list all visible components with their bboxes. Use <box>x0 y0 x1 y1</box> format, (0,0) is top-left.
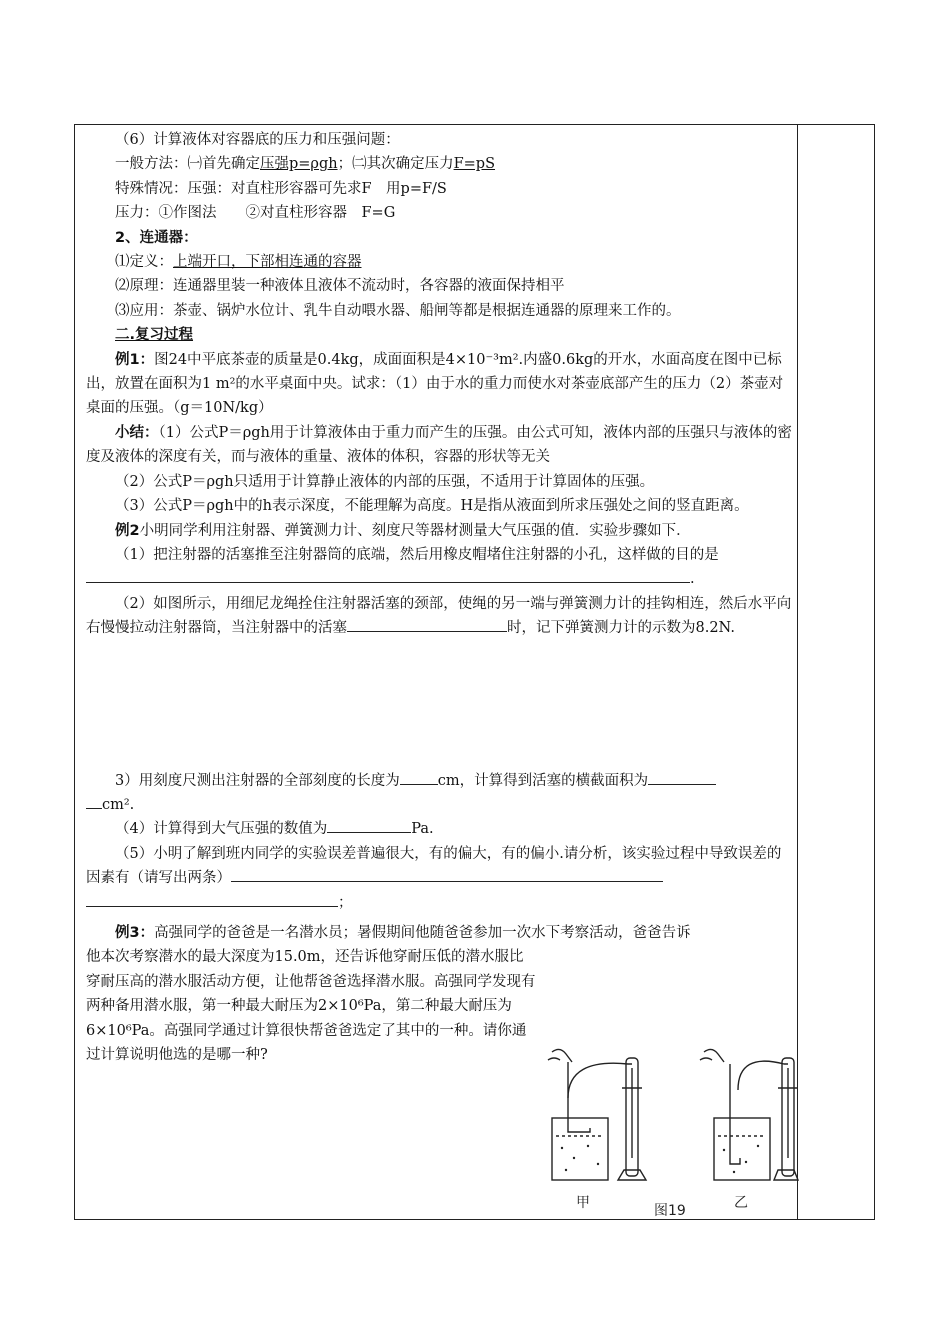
question-5: （5）小明了解到班内同学的实验误差普遍很大，有的偏大，有的偏小.请分析，该实验过程中导致误差的因素有（请写出两条）； <box>86 845 782 911</box>
answer-blank[interactable] <box>86 892 338 907</box>
answer-blank[interactable] <box>86 568 690 583</box>
hand-left <box>552 1049 572 1062</box>
answer-blank[interactable] <box>231 867 663 882</box>
document-body <box>86 128 792 1067</box>
answer-blank[interactable] <box>648 770 716 785</box>
line-general-method: 一般方法：㈠首先确定压强p=ρgh；㈡其次确定压力F=pS <box>115 156 496 173</box>
summary-2: （2）公式P＝ρgh只适用于计算静止液体的内部的压强，不适用于计算固体的压强。 <box>115 473 655 490</box>
line-definition: ⑴定义：上端开口，下部相连通的容器 <box>115 254 362 271</box>
question-3: 3）用刻度尺测出注射器的全部刻度的长度为 cm，计算得到活塞的横截面积为 cm². <box>86 769 792 818</box>
line-principle: ⑵原理：连通器里装一种液体且液体不流动时，各容器的液面保持相平 <box>115 278 565 295</box>
line-application: ⑶应用：茶壶、锅炉水位计、乳牛自动喂水器、船闸等都是根据连通器的原理来工作的。 <box>115 302 681 319</box>
question-4: （4）计算得到大气压强的数值为 Pa. <box>86 817 792 841</box>
heading-review: 二.复习过程 <box>115 327 194 344</box>
summary-1: 小结：（1）公式P＝ρgh用于计算液体由于重力而产生的压强。由公式可知，液体内部的压强只与液体的密度及液体的深度有关，而与液体的重量、液体的体积，容器的形状等无关 <box>86 424 792 466</box>
figure-caption: 图19 <box>654 1203 686 1219</box>
figure-space <box>86 641 792 769</box>
figure-label-jia: 甲 <box>576 1195 590 1211</box>
question-2: （2）如图所示，用细尼龙绳拴住注射器活塞的颈部，使绳的另一端与弹簧测力计的挂钩相连，然后水平向右慢慢拉动注射器筒，当注射器中的活塞 时，记下弹簧测力计的示数为8.2N. <box>86 595 792 637</box>
answer-blank[interactable] <box>86 794 102 809</box>
line-calc-pressure: （6）计算液体对容器底的压力和压强问题： <box>115 132 400 148</box>
line-force: 压力：①作图法 ②对直柱形容器 F=G <box>115 205 396 222</box>
summary-3: （3）公式P＝ρgh中的h表示深度，不能理解为高度。H是指从液面到所求压强处之间的竖直距离。 <box>115 498 749 515</box>
heading-connector: 2、连通器： <box>115 229 198 246</box>
example-3-body: 他本次考察潜水的最大深度为15.0m，还告诉他穿耐压低的潜水服比穿耐压高的潜水服活动方便，让他帮爸爸选择潜水服。高强同学发现有两种备用潜水服，第一种最大耐压为2×10⁶Pa，第二种最大耐压为6×10⁶Pa。高强同学通过计算很快帮爸爸选定了其中的一种。请你通过计算说明他选的是哪一种? <box>86 949 536 1063</box>
figure-19 <box>538 1038 800 1220</box>
answer-blank[interactable] <box>327 818 411 833</box>
example-1: 例1：图24中平底茶壶的质量是0.4kg，成面面积是4×10⁻³m².内盛0.6kg的开水，水面高度在图中已标出，放置在面积为1 m²的水平桌面中央。试求：（1）由于水的重力而使水对茶壶底部产生的压力（2）茶壶对桌面的压强。（g＝10N/kg） <box>86 351 784 417</box>
example-2: 例2小明同学利用注射器、弹簧测力计、刻度尺等器材测量大气压强的值．实验步骤如下． <box>115 522 691 539</box>
hand-right <box>704 1049 724 1062</box>
figure-label-yi: 乙 <box>734 1195 748 1211</box>
example-3: 例3：高强同学的爸爸是一名潜水员；暑假期间他随爸爸参加一次水下考察活动，爸爸告诉 <box>115 924 691 941</box>
question-1: （1）把注射器的活塞推至注射器筒的底端，然后用橡皮帽堵住注射器的小孔，这样做的目的是. <box>86 543 792 592</box>
answer-blank[interactable] <box>400 770 438 785</box>
line-special-case: 特殊情况：压强：对直柱形容器可先求F 用p=F/S <box>115 180 447 197</box>
answer-blank[interactable] <box>347 617 507 632</box>
